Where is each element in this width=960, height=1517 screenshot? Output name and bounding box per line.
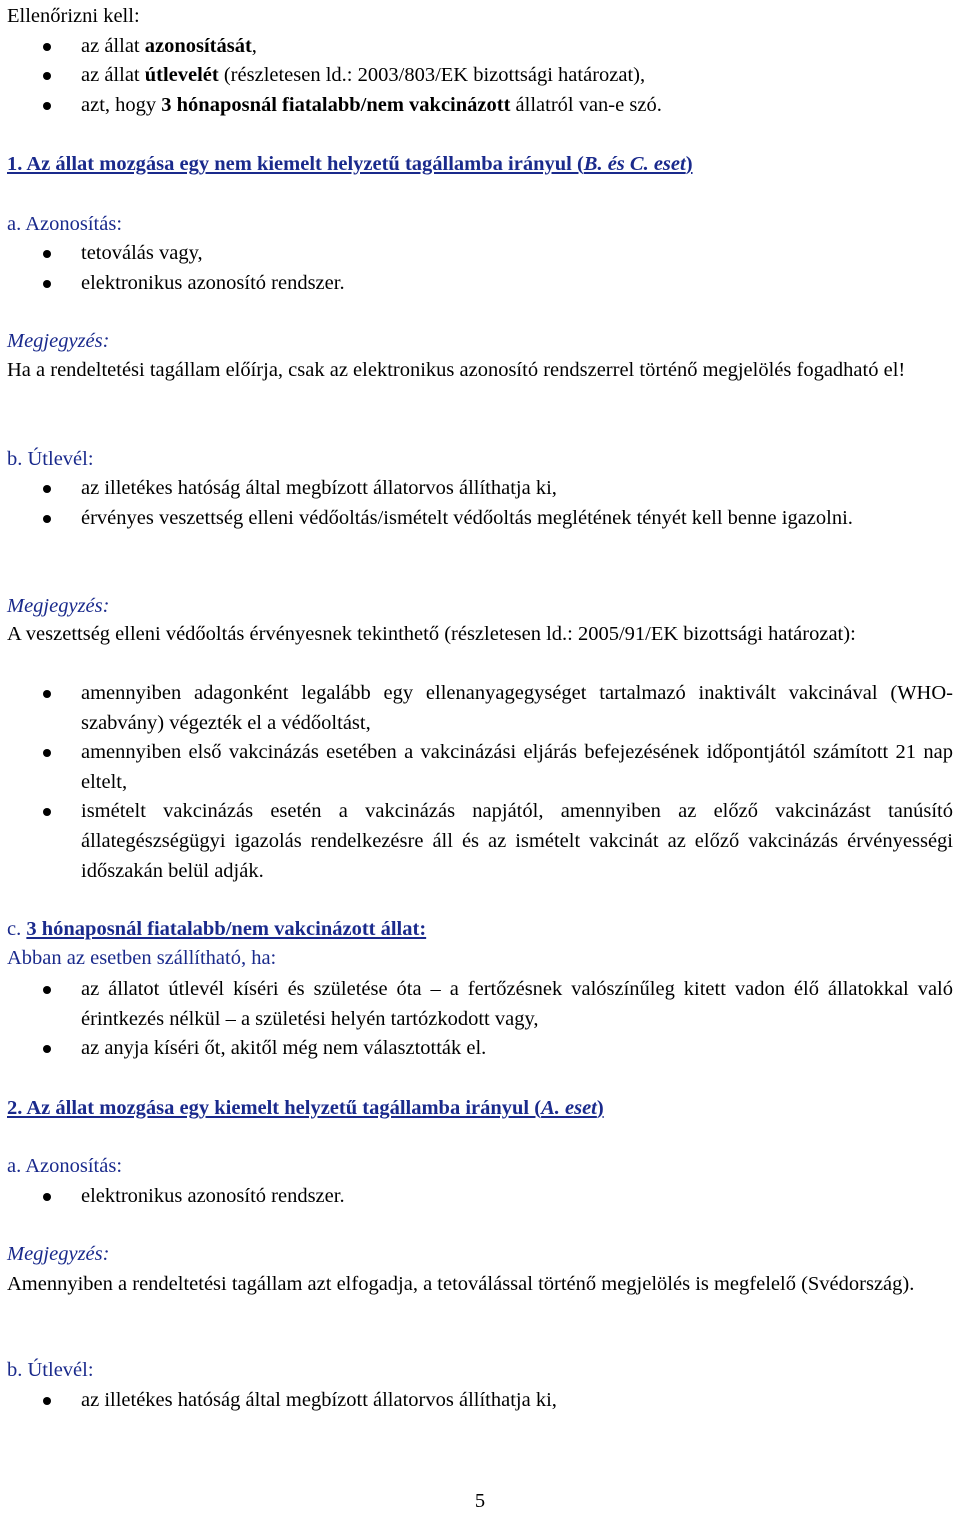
s2-a-heading: a. Azonosítás: (7, 1155, 123, 1177)
s1-note1-label: Megjegyzés: (7, 330, 110, 352)
list-item: az illetékes hatóság által megbízott állatorvos állíthatja ki, (81, 474, 953, 504)
s1-b-heading: b. Útlevél: (7, 448, 94, 470)
s1-note1-text: Ha a rendeltetési tagállam előírja, csak az elektronikus azonosító rendszerrel történő megjelölés fogadható el! (7, 359, 906, 381)
page-number: 5 (474, 1490, 486, 1512)
list-item: az anyja kíséri őt, akitől még nem választották el. (81, 1034, 953, 1064)
list-item: elektronikus azonosító rendszer. (81, 1182, 953, 1212)
s1-a-heading: a. Azonosítás: (7, 213, 123, 235)
s1-c-intro: Abban az esetben szállítható, ha: (7, 947, 277, 969)
s2-b-list (7, 1386, 953, 1416)
list-item: az állat azonosítását, (81, 32, 953, 62)
section-2-heading: 2. Az állat mozgása egy kiemelt helyzetű tagállamba irányul (A. eset) (7, 1097, 604, 1119)
s2-b-heading: b. Útlevél: (7, 1359, 94, 1381)
s1-note2-text: A veszettség elleni védőoltás érvényesnek tekinthető (részletesen ld.: 2005/91/EK bizottsági határozat): (7, 623, 856, 645)
list-item: az állatot útlevél kíséri és születése óta – a fertőzésnek valószínűleg kitett vadon élő állatokkal való érintkezés nélkül – a születési helyén tartózkodott vagy, (81, 975, 953, 1034)
s2-a-list (7, 1182, 953, 1212)
list-item: amennyiben első vakcinázás esetében a vakcinázási eljárás befejezésének időpontjától számított 21 nap eltelt, (81, 738, 953, 797)
list-item: elektronikus azonosító rendszer. (81, 269, 953, 299)
intro-title: Ellenőrizni kell: (7, 5, 140, 27)
section-1-heading: 1. Az állat mozgása egy nem kiemelt helyzetű tagállamba irányul (B. és C. eset) (7, 153, 693, 175)
intro-block (7, 2, 953, 120)
s1-b-list (7, 474, 953, 533)
list-item: ismételt vakcinázás esetén a vakcinázás napjától, amennyiben az előző vakcinázást tanúsító állategészségügyi igazolás rendelkezésre áll és az ismételt vakcinát az előző vakcinázás érvényességi időszakán belül adják. (81, 797, 953, 886)
s1-note2-label: Megjegyzés: (7, 595, 110, 617)
list-item: az állat útlevelét (részletesen ld.: 2003/803/EK bizottsági határozat), (81, 61, 953, 91)
s1-c-heading: c. 3 hónaposnál fiatalabb/nem vakcinázott állat: (7, 918, 427, 940)
list-item: azt, hogy 3 hónaposnál fiatalabb/nem vakcinázott állatról van-e szó. (81, 91, 953, 121)
intro-list (7, 32, 953, 121)
s1-c-list (7, 975, 953, 1064)
s1-note2-list (7, 679, 953, 886)
list-item: az illetékes hatóság által megbízott állatorvos állíthatja ki, (81, 1386, 953, 1416)
list-item: tetoválás vagy, (81, 239, 953, 269)
list-item: amennyiben adagonként legalább egy ellenanyagegységet tartalmazó inaktivált vakcinával (WHO-szabvány) végezték el a védőoltást, (81, 679, 953, 738)
s2-note-text: Amennyiben a rendeltetési tagállam azt elfogadja, a tetoválással történő megjelölés is megfelelő (Svédország). (7, 1273, 915, 1295)
s1-a-list (7, 239, 953, 298)
s2-note-label: Megjegyzés: (7, 1243, 110, 1265)
list-item: érvényes veszettség elleni védőoltás/ismételt védőoltás meglétének tényét kell benne igazolni. (81, 504, 953, 534)
